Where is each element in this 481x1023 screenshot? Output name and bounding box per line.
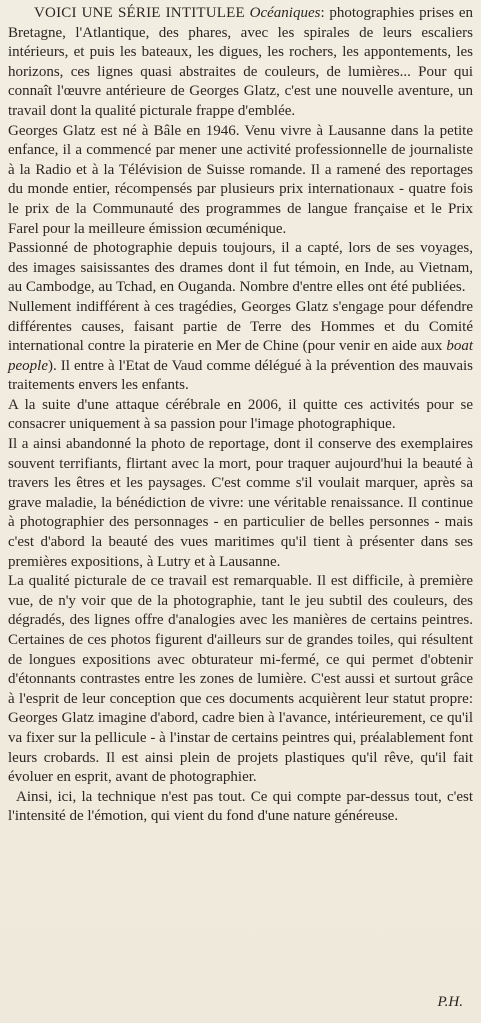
paragraph-pictorial-quality: La qualité picturale de ce travail est remarquable. Il est difficile, à première vue, de n'y voir que de la photographie, tant le jeu subtil des couleurs, des dégradés, des lignes offre d'analogies avec les manières de certains peintres. Certaines de ces photos figurent d'ailleurs sur de grandes toiles, qui résultent de longues expositions avec obturateur mi-fermé, ce qui permet d'obtenir d'étonnants contrastes entre les zones de lumière. C'est aussi et surtout grâce à l'esprit de leur conception que ces documents acquièrent leur statut propre: Georges Glatz imagine d'abord, cadre bien à l'avance, intérieurement, ce qu'il va fixer sur la pellicule - à l'instar de certains peintres qui, préalablement font leurs crobards. Il est ainsi plein de projets plastiques qu'il rêve, qu'il fait évoluer en esprit, avant de photographier. — [8, 573, 473, 786]
intro-text: : photographies prises en Bretagne, l'Atlantique, des phares, avec les spirales de leurs escaliers intérieurs, et puis les bateaux, les digues, les rochers, les appontements, les horizons, ces lignes quasi abstraites de couleurs, de lumières... Pour qui connaît l'œuvre antérieure de Georges Glatz, c'est une nouvelle aventure, un travail dont la qualité picturale frappe d'emblée. — [8, 5, 473, 119]
author-signature: P.H. — [437, 994, 463, 1010]
paragraph-intro — [8, 4, 473, 122]
engagement-text-start: Nullement indifférent à ces tragédies, Georges Glatz s'engage pour défendre différentes causes, faisant partie de Terre des Hommes et du Comité international contre la piraterie en Mer de Chine (pour venir en aide aux — [8, 298, 473, 355]
article-body — [8, 4, 473, 827]
lead-in-caps: VOICI UNE SÉRIE INTITULEE — [34, 5, 245, 21]
boat-people-term: boat people — [8, 338, 473, 374]
paragraph-conclusion: Ainsi, ici, la technique n'est pas tout. Ce qui compte par-dessus tout, c'est l'intensité de l'émotion, qui vient du fond d'une nature généreuse. — [8, 788, 473, 825]
paragraph-engagement — [8, 298, 473, 396]
series-title: Océaniques — [249, 5, 321, 21]
paragraph-renaissance: Il a ainsi abandonné la photo de reportage, dont il conserve des exemplaires souvent terrifiants, flirtant avec la mort, pour traquer aujourd'hui la beauté à travers les êtres et les paysages. C'est comme s'il voulait marquer, après sa grave maladie, la bénédiction de vivre: une véritable renaissance. Il continue à photographier des personnages - en particulier de belles personnes - mais c'est d'abord la beauté des vues maritimes qu'il tient à présenter dans ses premières expositions, à Lutry et à Lausanne. — [8, 436, 473, 570]
paragraph-illness: A la suite d'une attaque cérébrale en 2006, il quitte ces activités pour se consacrer uniquement à sa passion pour l'image photographique. — [8, 396, 473, 433]
paragraph-biography: Georges Glatz est né à Bâle en 1946. Venu vivre à Lausanne dans la petite enfance, il a commencé par mener une activité professionnelle de journaliste à la Radio et à la Télévision de Suisse romande. Il a ramené des reportages du monde entier, récompensés par plusieurs prix internationaux - quatre fois le prix de la Communauté des programmes de langue française et le Prix Farel pour la meilleure émission œcuménique. — [8, 122, 473, 237]
paragraph-reportage: Passionné de photographie depuis toujours, il a capté, lors de ses voyages, des images saisissantes des drames dont il fut témoin, en Inde, au Vietnam, au Cambodge, au Tchad, en Ouganda. Nombre d'entre elles ont été publiées. — [8, 240, 473, 296]
engagement-text-end: ). Il entre à l'Etat de Vaud comme délégué à la prévention des mauvais traitements envers les enfants. — [8, 357, 473, 394]
